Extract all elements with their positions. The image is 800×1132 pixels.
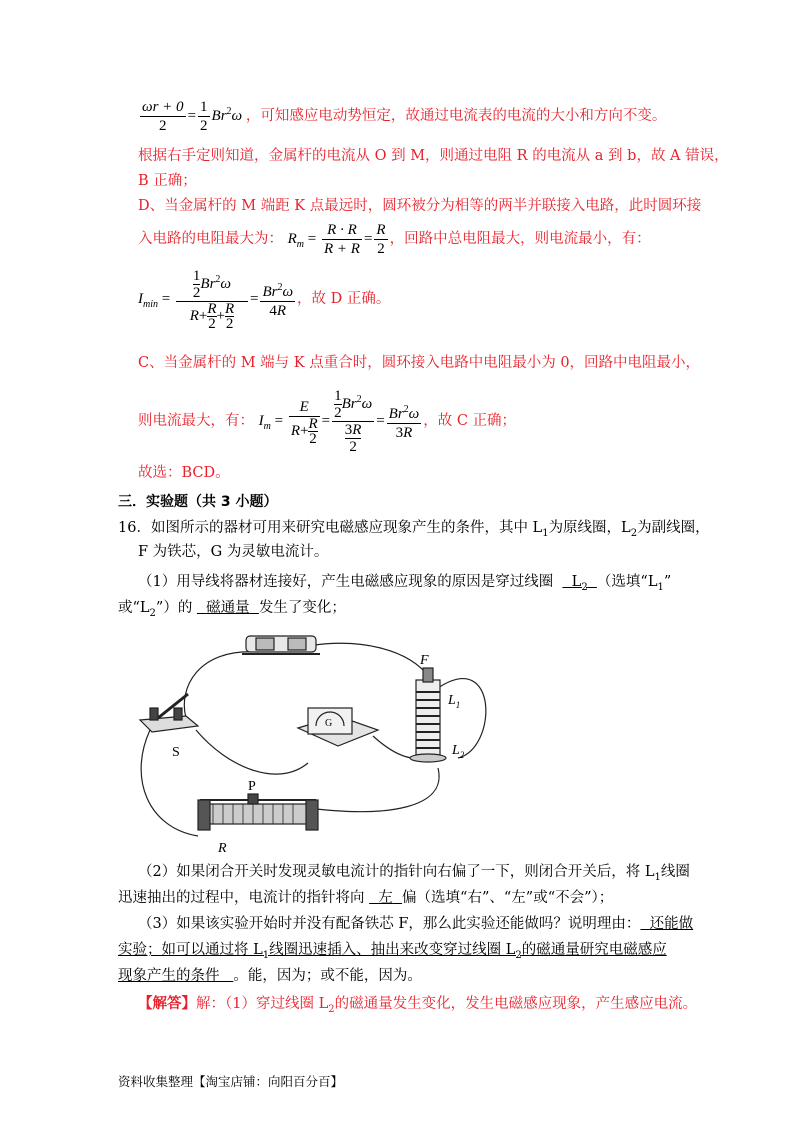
text-line-4: D、当金属杆的 M 端距 K 点最远时，圆环被分为相等的两半并联接入电路，此时圆环接 — [138, 198, 702, 214]
text-line-8-tail: ，故 C 正确； — [423, 412, 517, 429]
section-title: 三．实验题（共 3 小题） — [118, 494, 278, 510]
answer-label: 【解答】 — [138, 995, 196, 1012]
q3-line-2: 实验；如可以通过将 $L_1$线圈迅速插入、抽出来改变穿过线圈 $L_2$的磁通量研究电磁感应 — [118, 942, 667, 961]
label-F: F — [420, 653, 429, 668]
label-R: R — [218, 841, 227, 856]
formula-line-5: 入电路的电阻最大为： $R_m$ = $\frac{R \cdot R}{R + R}$ = $\frac{R}{2}$ ，回路中总电阻最大，则电流最小，有： — [138, 222, 651, 257]
text-line-9: 故选：BCD。 — [138, 465, 230, 481]
q2-line-2: 迅速抽出的过程中，电流计的指针将向 左 偏（选填“右”、“左”或“不会”）； — [118, 890, 614, 906]
q3-answer-b: 现象产生的条件 — [118, 968, 220, 984]
q2-answer: 左 — [378, 890, 393, 906]
text-line-5-tail: ，回路中总电阻最大，则电流最小，有： — [389, 230, 651, 247]
page-footer: 资料收集整理【淘宝店铺：向阳百分百】 — [118, 1074, 344, 1089]
q16-line-2: F 为铁芯，G 为灵敏电流计。 — [138, 544, 329, 560]
q3-answer-a: 还能做 — [649, 916, 694, 932]
label-S: S — [172, 745, 180, 760]
text-line-8-head: 则电流最大，有： — [138, 412, 254, 429]
formula-line-8: 则电流最大，有： $I_m$ = E R+ $\frac{R}{2}$ = $\frac{1}{2}$ Br$^2$ω $\frac{3R}{2}$ = $\frac{Br^2\omega}{3R}$ ，故 C 正确； — [138, 388, 517, 455]
q1-answer-1: $L_2$ — [571, 574, 588, 593]
formula-line-6: $I_{min}$ = $\frac{1}{2}$ Br$^2$ω R+ $\frac{R}{2}$ + $\frac{R}{2}$ = $\frac{Br^2\omega}{4R}$ ，故 D 正确。 — [138, 268, 391, 332]
text-line-6-tail: ，故 D 正确。 — [297, 290, 391, 307]
label-G: G — [325, 718, 333, 729]
answer-line: 【解答】解：（1）穿过线圈 $L_2$的磁通量发生变化，发生电磁感应现象，产生感应电流。 — [138, 995, 698, 1015]
circuit-figure — [138, 618, 518, 862]
q16-line-1: 16．如图所示的器材可用来研究电磁感应现象产生的条件，其中 $L_1$为原线圈，$L_2$为副线圈， — [118, 520, 710, 539]
label-P: P — [248, 779, 256, 794]
q2-line-1: （2）如果闭合开关时发现灵敏电流计的指针向右偏了一下，则闭合开关后，将 $L_1$线圈 — [138, 864, 690, 883]
circuit-diagram — [138, 618, 518, 858]
formula-line-1: $\frac{\omega r + 0}{2}$ = $\frac{1}{2}$ Br$^2$ω ，可知感应电动势恒定，故通过电流表的电流的大小和方向不变。 — [142, 99, 667, 134]
q3-line-3: 现象产生的条件 。能，因为；或不能，因为。 — [118, 968, 422, 984]
text-line-3: B 正确； — [138, 173, 197, 189]
text-line-1: ，可知感应电动势恒定，故通过电流表的电流的大小和方向不变。 — [245, 107, 667, 124]
text-line-2: 根据右手定则知道，金属杆的电流从 O 到 M，则通过电阻 R 的电流从 a 到 b，故 A 错误， — [138, 148, 729, 164]
q3-line-1: （3）如果该实验开始时并没有配备铁芯 F，那么此实验还能做吗？说明理由： 还能做 — [138, 916, 694, 932]
q1-line-2: 或“$L_2$”）的 磁通量 发生了变化； — [118, 600, 346, 619]
label-L2: $L_2$ — [452, 743, 465, 760]
text-line-5-head: 入电路的电阻最大为： — [138, 230, 283, 247]
q1-answer-2: 磁通量 — [206, 600, 250, 616]
text-line-7: C、当金属杆的 M 端与 K 点重合时，圆环接入电路中电阻最小为 0，回路中电阻最小， — [138, 355, 701, 371]
q1-line-1: （1）用导线将器材连接好，产生电磁感应现象的原因是穿过线圈 $L_2$ （选填“$L_1$” — [138, 574, 672, 593]
label-L1: $L_1$ — [448, 693, 461, 710]
